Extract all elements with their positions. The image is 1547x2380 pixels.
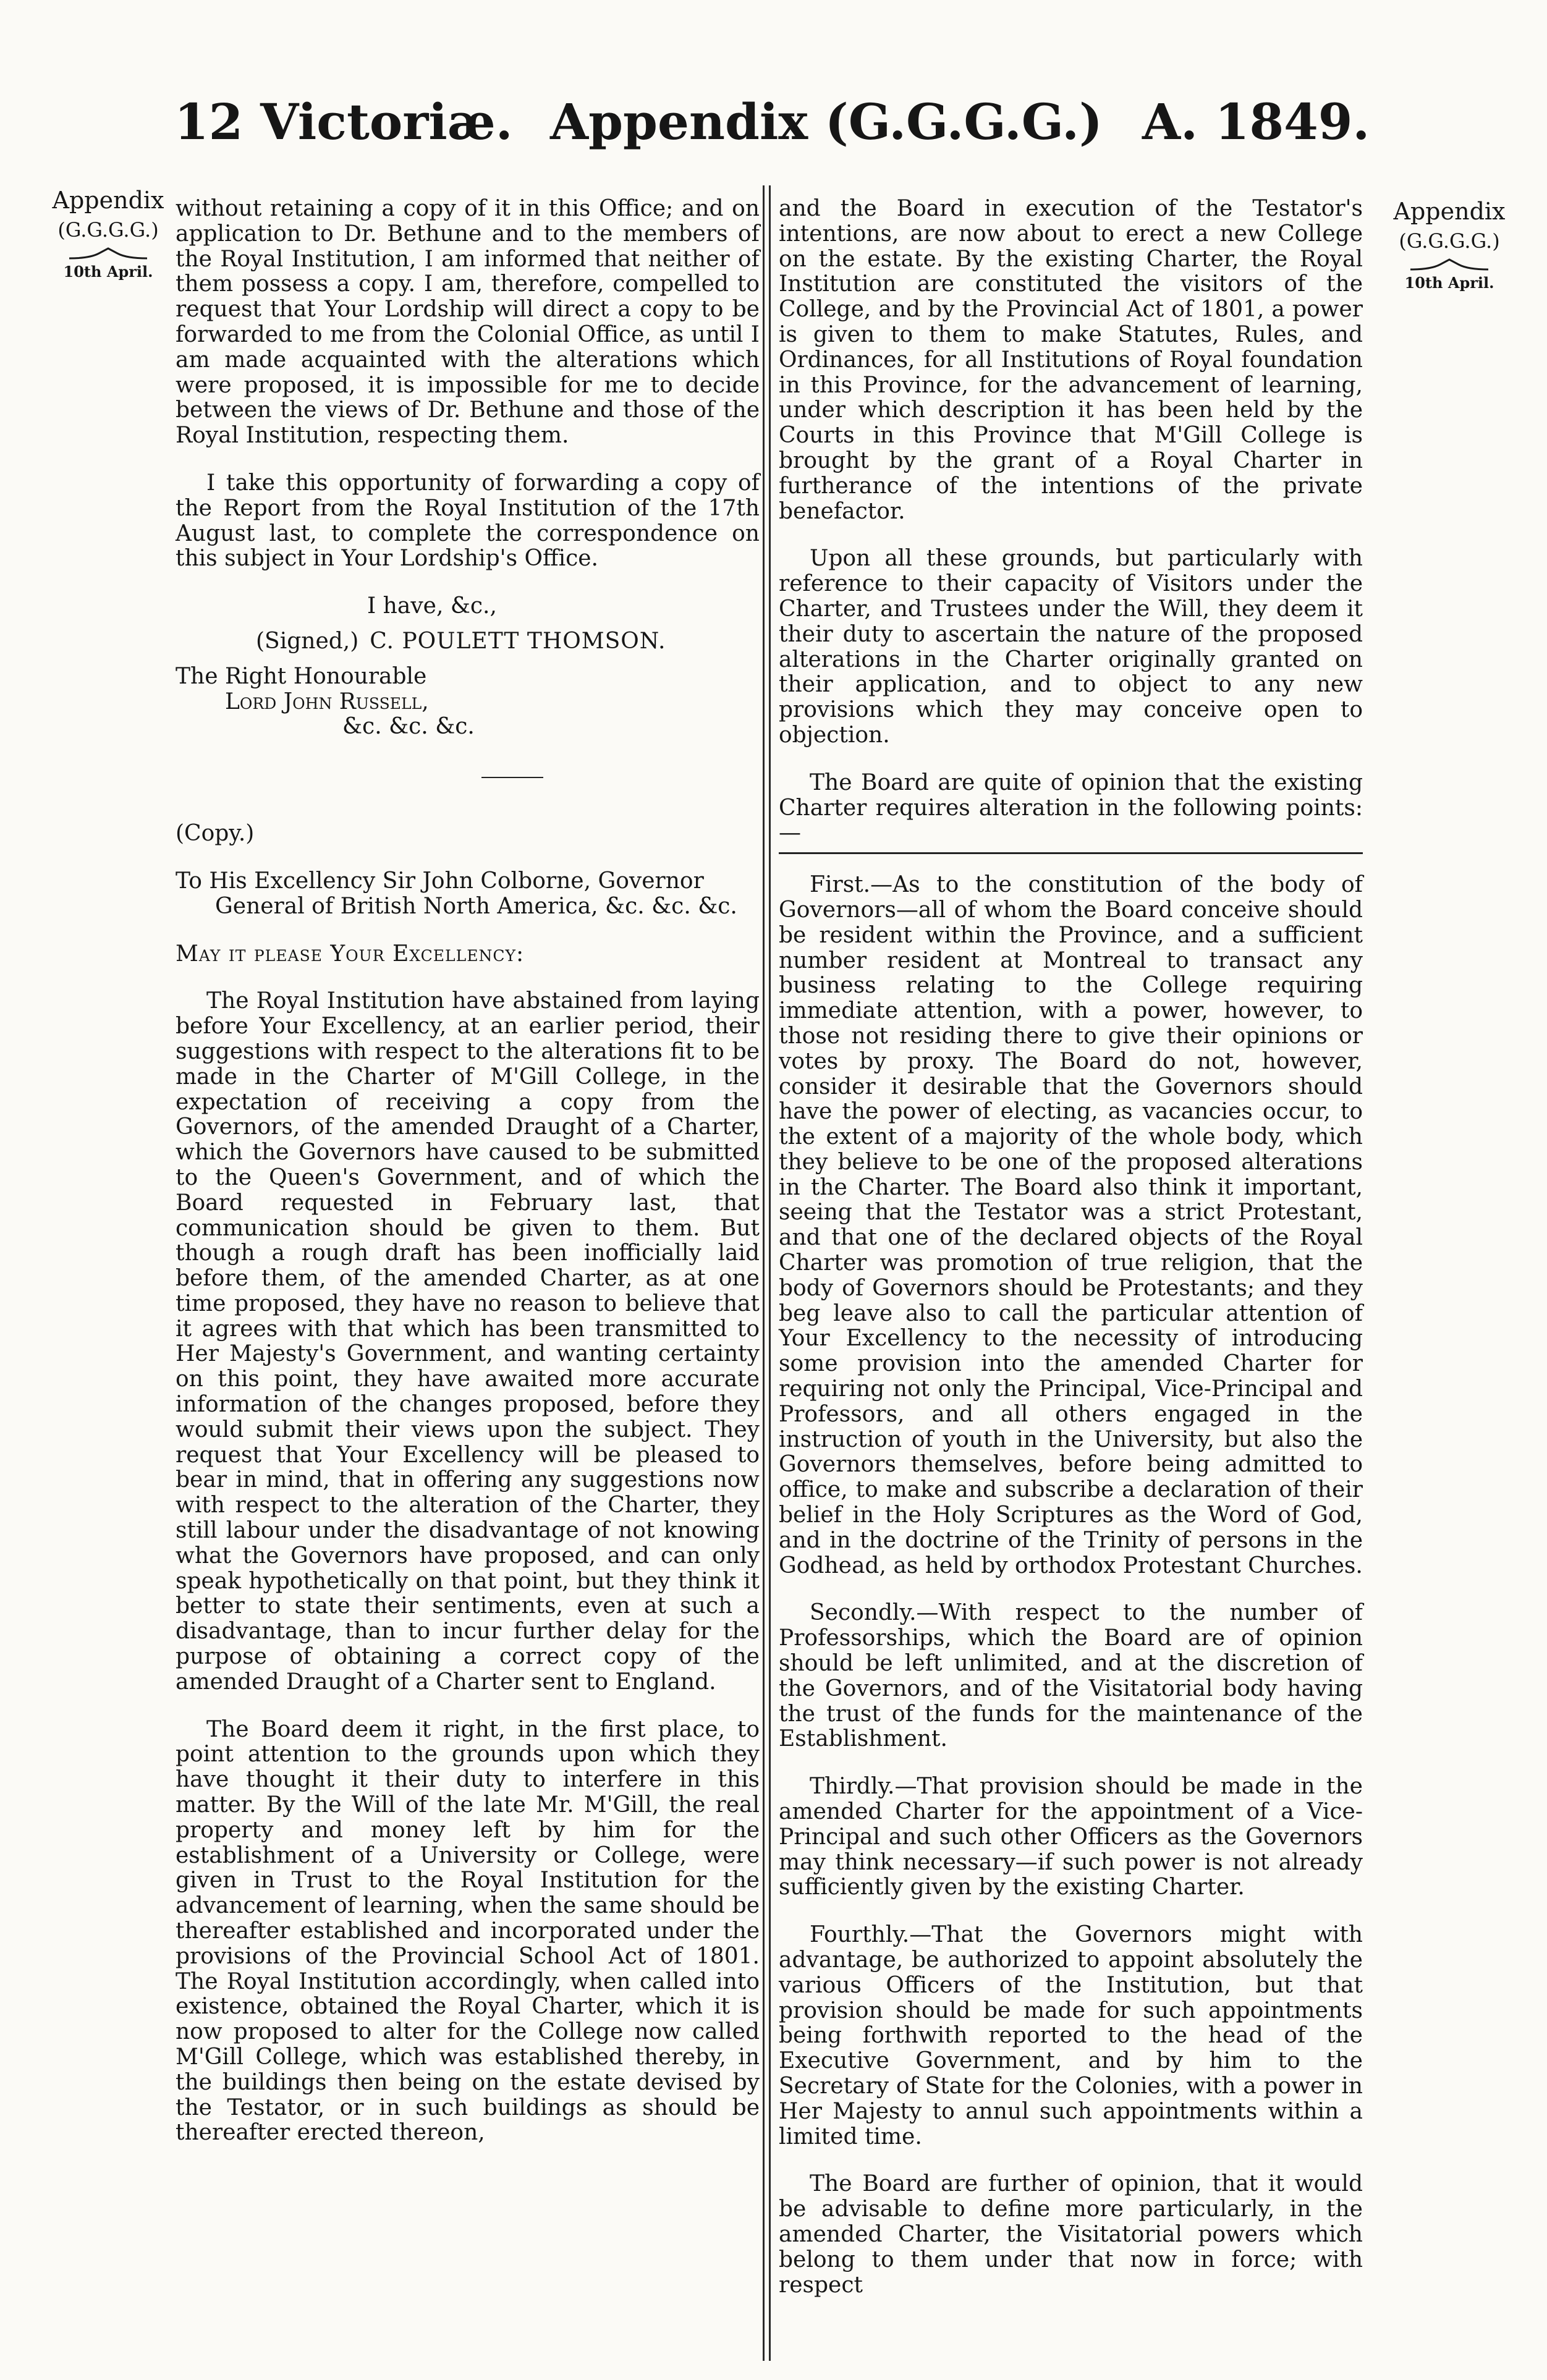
salutation: May it please Your Excellency: (176, 941, 525, 967)
header-appendix-title: Appendix (G.G.G.G.) (550, 93, 1103, 151)
signed-label: (Signed,) (256, 628, 359, 654)
margin-note-date: 10th April. (1404, 274, 1494, 292)
margin-note-label: Appendix (1393, 198, 1506, 225)
recipient-block (176, 869, 760, 920)
column-divider-rule (769, 185, 771, 2361)
left-margin-note (37, 185, 179, 287)
right-column (779, 197, 1363, 2320)
letter-paragraph: Secondly.—With respect to the number of Professorships, which the Board are of opinion should be left unlimited, and at the discretion of the Governors, and of the Visitatorial body having the trust of the funds for the maintenance of the Establishment. (779, 1600, 1363, 1752)
margin-note-sub: (G.G.G.G.) (1399, 229, 1500, 253)
letter-paragraph: I take this opportunity of forwarding a copy of the Report from the Royal Institution of the 17th August last, to complete the correspondence on this subject in Your Lordship's Office. (176, 470, 760, 572)
section-separator-rule (481, 777, 543, 778)
section-separator-rule (779, 852, 1363, 854)
copy-label: (Copy.) (176, 821, 255, 847)
signatory-name: C. POULETT THOMSON. (370, 628, 666, 654)
letter-paragraph: Thirdly.—That provision should be made in the amended Charter for the appointment of a Vice-Principal and such other Officers as the Governors may think necessary—if such power is not already sufficiently given by the existing Charter. (779, 1774, 1363, 1900)
header-regnal-year: 12 Victoriæ. (174, 93, 513, 151)
recipient-line: General of British North America, &c. &c. &c. (215, 893, 737, 919)
recipient-line: To His Excellency Sir John Colborne, Governor (176, 868, 704, 894)
addressee-line: &c. &c. &c. (342, 714, 475, 740)
letter-paragraph: The Royal Institution have abstained from laying before Your Excellency, at an earlier period, their suggestions with respect to the alterations fit to be made in the Charter of M'Gill College, in the expectation of receiving a copy from the Governors, of the amended Draught of a Charter, which the Governors have caused to be submitted to the Queen's Government, and of which the Board requested in February last, that communication should be given to them. But though a rough draft has been inofficially laid before them, of the amended Charter, as at one time proposed, they have no reason to believe that it agrees with that which has been transmitted to Her Majesty's Government, and wanting certainty on this point, they have awaited more accurate information of the changes proposed, before they would submit their views upon the subject. They request that Your Excellency will be pleased to bear in mind, that in offering any suggestions now with respect to the alteration of the Charter, they still labour under the disadvantage of not knowing what the Governors have proposed, and can only speak hypothetically on that point, but they think it better to state their sentiments, even at such a disadvantage, than to incur further delay for the purpose of obtaining a correct copy of the amended Draught of a Charter sent to England. (176, 988, 760, 1695)
letter-paragraph: without retaining a copy of it in this Office; and on application to Dr. Bethune and to the members of the Royal Institution, I am informed that neither of them possess a copy. I am, therefore, compelled to request that Your Lordship will direct a copy to be forwarded to me from the Colonial Office, as until I am made acquainted with the alterations which were proposed, it is impossible for me to decide between the views of Dr. Bethune and those of the Royal Institution, respecting them. (176, 196, 760, 449)
running-header (0, 93, 1547, 173)
addressee-line: Lord John Russell, (225, 688, 429, 714)
letter-paragraph: The Board are further of opinion, that it would be advisable to define more particularly, in the amended Charter, the Visitatorial powers which belong to them under that now in force; with respect (779, 2171, 1363, 2298)
left-column (176, 197, 760, 2168)
right-margin-note (1378, 197, 1520, 298)
margin-note-date: 10th April. (63, 263, 153, 281)
addressee-line: The Right Honourable (176, 663, 427, 689)
letter-paragraph: and the Board in execution of the Testator's intentions, are now about to erect a new College on the estate. By the existing Charter, the Royal Institution are constituted the visitors of the College, and by the Provincial Act of 1801, a power is given to them to make Statutes, Rules, and Ordinances, for all Institutions of Royal foundation in this Province, for the advancement of learning, under which description it has been held by the Courts in this Province that M'Gill College is brought by the grant of a Royal Charter in furtherance of the intentions of the private benefactor. (779, 196, 1363, 524)
margin-note-label: Appendix (52, 187, 164, 214)
letter-paragraph: The Board deem it right, in the first place, to point attention to the grounds upon which they have thought it their duty to interfere in this matter. By the Will of the late Mr. M'Gill, the real property and money left by him for the establishment of a University or College, were given in Trust to the Royal Institution for the advancement of learning, when the same should be thereafter established and incorporated under the provisions of the Provincial School Act of 1801. The Royal Institution accordingly, when called into existence, obtained the Royal Charter, which it is now proposed to alter for the College now called M'Gill College, which was established thereby, in the buildings then being on the estate devised by the Testator, or in such buildings as should be thereafter erected thereon, (176, 1716, 760, 2146)
letter-paragraph: The Board are quite of opinion that the existing Charter requires alteration in the following points:— (779, 769, 1363, 846)
margin-note-sub: (G.G.G.G.) (57, 218, 159, 242)
letter-paragraph: Upon all these grounds, but particularly with reference to their capacity of Visitors under the Charter, and Trustees under the Will, they deem it their duty to ascertain the nature of the proposed alterations in the Charter originally granted on their application, and to object to any new provisions which they may conceive open to objection. (779, 546, 1363, 748)
letter-paragraph: First.—As to the constitution of the body of Governors—all of whom the Board conceive should be resident within the Province, and a sufficient number resident at Montreal to transact any business relating to the College requiring immediate attention, with a power, however, to those not residing there to give their opinions or votes by proxy. The Board do not, however, consider it desirable that the Governors should have the power of electing, as vacancies occur, to the extent of a majority of the whole body, which they believe to be one of the proposed alterations in the Charter. The Board also think it important, seeing that the Testator was a strict Protestant, and that one of the declared objects of the Royal Charter was promotion of true religion, that the body of Governors should be Protestants; and they beg leave also to call the particular attention of Your Excellency to the necessity of introducing some provision into the amended Charter for requiring not only the Principal, Vice-Principal and Professors, and all others engaged in the instruction of youth in the University, but also the Governors themselves, before being admitted to office, to make and subscribe a declaration of their belief in the Holy Scriptures as the Word of God, and in the doctrine of the Trinity of persons in the Godhead, as held by orthodox Protestant Churches. (779, 872, 1363, 1578)
column-divider-rule (763, 185, 765, 2361)
signature-line (176, 629, 760, 654)
letter-paragraph: Fourthly.—That the Governors might with advantage, be authorized to appoint absolutely the various Officers of the Institution, but that provision should be made for such appointments being forthwith reported to the head of the Executive Government, and by him to the Secretary of State for the Colonies, with a power in Her Majesty to annul such appointments within a limited time. (779, 1922, 1363, 2149)
addressee-block (176, 664, 760, 740)
closing-i-have: I have, &c., (367, 593, 497, 619)
header-year: A. 1849. (1142, 93, 1370, 151)
